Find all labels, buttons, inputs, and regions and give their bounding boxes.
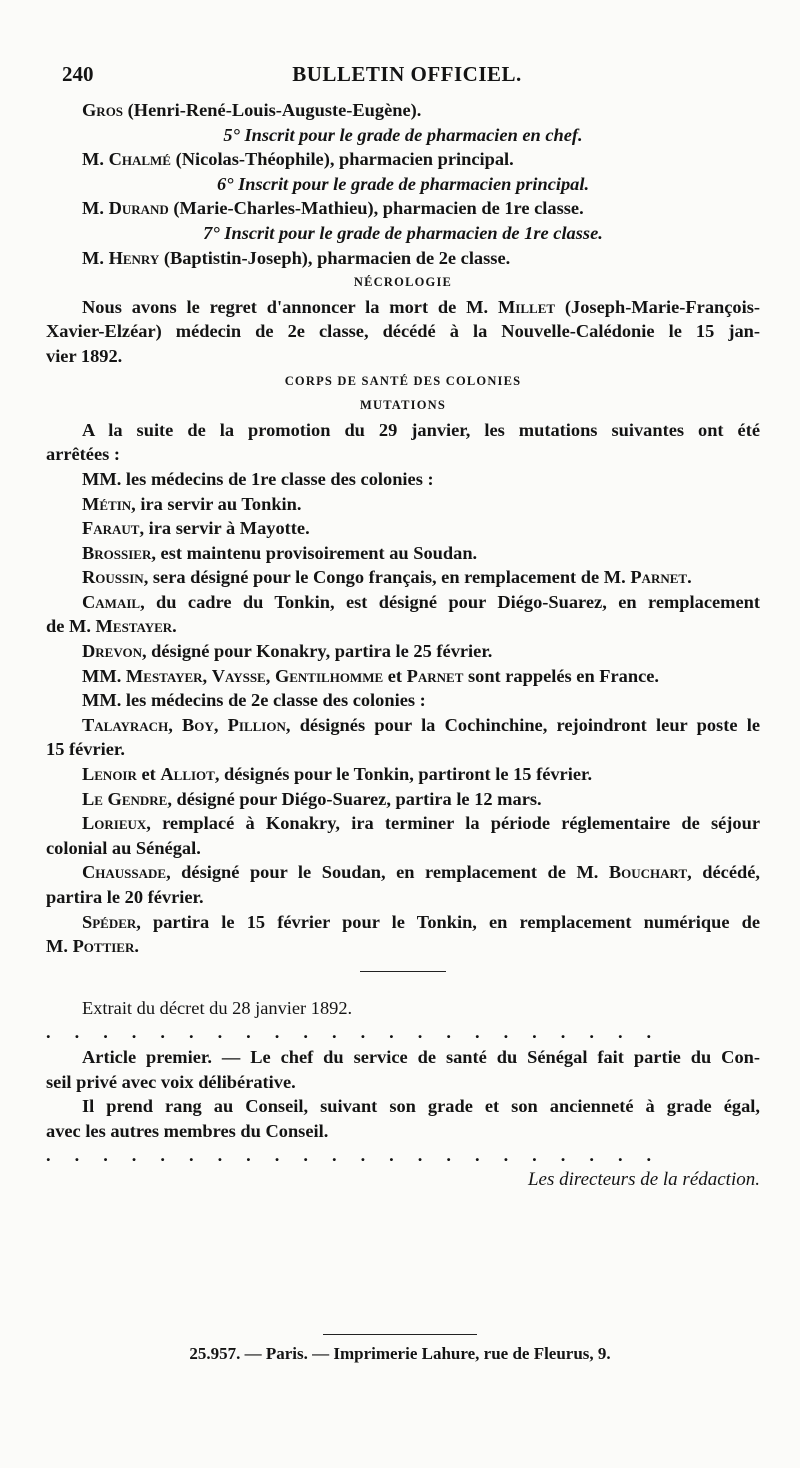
text-line xyxy=(46,664,760,689)
text-line xyxy=(46,590,760,615)
text-line: avec les autres membres du Conseil. xyxy=(46,1120,329,1141)
text-span: M. xyxy=(82,149,109,170)
person-name: Chaussade xyxy=(82,862,167,883)
text-span: , xyxy=(168,714,183,735)
person-name: Métin xyxy=(82,493,132,514)
person-name: Durand xyxy=(108,198,169,219)
text-line: Il prend rang au Conseil, suivant son grade et son ancienneté à grade égal, xyxy=(82,1096,760,1117)
text-span: sont rappelés en France. xyxy=(463,665,660,686)
text-line xyxy=(46,934,760,959)
text-line: Article premier. — Le chef du service de santé du Sénégal fait partie du Con- xyxy=(82,1046,760,1067)
person-name: Boy xyxy=(182,714,214,735)
person-name: Brossier xyxy=(82,542,152,563)
section-subheading: 6° Inscrit pour le grade de pharmacien principal. xyxy=(216,173,590,194)
person-name: Pottier xyxy=(72,936,135,957)
necrologie-heading: NÉCROLOGIE xyxy=(353,275,453,290)
text-span: (Nicolas-Théophile), pharmacien principal. xyxy=(170,149,514,170)
text-span: (Henri-René-Louis-Auguste-Eugène). xyxy=(123,100,422,120)
text-span: , du cadre du Tonkin, est désigné pour Diégo-Suarez, en remplacement xyxy=(140,591,760,612)
section-divider xyxy=(360,971,446,972)
text-span: , décédé, xyxy=(687,862,760,883)
text-span: , désigné pour le Soudan, en remplacement de M. xyxy=(166,862,609,883)
person-name: Pillion xyxy=(227,714,286,735)
person-name: Drevon xyxy=(82,641,142,662)
text-span: M. xyxy=(46,936,73,957)
text-line xyxy=(46,492,760,517)
ellipsis-row: ...................... xyxy=(46,1022,676,1043)
person-name: Roussin xyxy=(82,567,144,588)
text-line: seil privé avec voix délibérative. xyxy=(46,1071,296,1092)
text-span: , remplacé à Konakry, ira terminer la période réglementaire de séjour xyxy=(146,813,760,834)
text-span: , désigné pour Konakry, partira le 25 février. xyxy=(141,641,493,662)
text-span: . xyxy=(687,567,692,588)
person-name: Henry xyxy=(108,247,160,268)
text-span: M. xyxy=(82,247,109,268)
person-name: Gros xyxy=(82,100,124,120)
text-span: , est maintenu provisoirement au Soudan. xyxy=(151,542,478,563)
page-content xyxy=(46,98,760,1193)
text-line xyxy=(46,762,760,787)
person-name: Spéder xyxy=(82,911,137,932)
text-line xyxy=(46,639,760,664)
page-title: BULLETIN OFFICIEL. xyxy=(292,62,522,86)
person-name: Mestayer xyxy=(125,665,203,686)
text-line: vier 1892. xyxy=(46,345,123,366)
text-span: . xyxy=(172,616,177,637)
mutations-heading: MUTATIONS xyxy=(359,398,447,413)
text-span: , désigné pour Diégo-Suarez, partira le 12 mars. xyxy=(167,788,542,809)
text-line xyxy=(46,811,760,836)
text-span: , xyxy=(202,665,212,686)
text-line: partira le 20 février. xyxy=(46,887,204,907)
section-subheading: 7° Inscrit pour le grade de pharmacien de 1re classe. xyxy=(203,222,603,243)
text-span: , ira servir à Mayotte. xyxy=(139,518,310,539)
person-name: Chalmé xyxy=(108,149,171,170)
text-span: MM. xyxy=(82,665,126,686)
text-span: (Baptistin-Joseph), pharmacien de 2e classe. xyxy=(159,247,511,268)
text-span: (Marie-Charles-Mathieu), pharmacien de 1re classe. xyxy=(168,198,584,219)
text-line xyxy=(46,295,760,320)
text-line: arrêtées : xyxy=(46,444,121,465)
person-name: Mestayer xyxy=(95,616,173,637)
person-name: Lenoir xyxy=(82,764,137,785)
text-line: MM. les médecins de 2e classe des colonies : xyxy=(82,690,426,711)
signature: Les directeurs de la rédaction. xyxy=(527,1168,760,1190)
person-name: Vaysse xyxy=(211,665,266,686)
text-line: A la suite de la promotion du 29 janvier, les mutations suivantes ont été xyxy=(82,419,760,440)
printer-imprint: 25.957. — Paris. — Imprimerie Lahure, rue de Fleurus, 9. xyxy=(189,1344,611,1363)
page-number: 240 xyxy=(62,62,94,86)
ellipsis-row: ...................... xyxy=(46,1145,676,1166)
text-span: (Joseph-Marie-François- xyxy=(555,296,760,317)
person-name: Camail xyxy=(82,591,141,612)
person-name: Lorieux xyxy=(82,813,147,834)
text-line xyxy=(46,147,760,172)
text-span: et xyxy=(136,764,161,785)
text-line xyxy=(46,541,760,566)
text-span: et xyxy=(383,665,407,686)
person-name: Le Gendre xyxy=(82,788,168,809)
person-name: Faraut xyxy=(82,518,140,539)
text-line xyxy=(46,196,760,221)
footer-divider xyxy=(323,1334,477,1335)
text-line xyxy=(46,910,760,935)
text-span: , sera désigné pour le Congo français, en remplacement de M. xyxy=(143,567,631,588)
person-name: Alliot xyxy=(160,764,215,785)
text-line xyxy=(46,516,760,541)
decree-title: Extrait du décret du 28 janvier 1892. xyxy=(82,997,353,1018)
text-span: . xyxy=(134,936,139,957)
text-span: de M. xyxy=(46,616,96,637)
text-line: 15 février. xyxy=(46,739,125,760)
text-span: Nous avons le regret d'annoncer la mort de M. xyxy=(82,296,498,317)
text-span: , désignés pour la Cochinchine, rejoindront leur poste le xyxy=(285,714,760,735)
text-line xyxy=(46,787,760,812)
person-name: Gentilhomme xyxy=(274,665,384,686)
text-span: M. xyxy=(82,198,109,219)
person-name: Talayrach xyxy=(82,714,169,735)
text-line xyxy=(46,614,760,639)
running-head xyxy=(62,62,752,96)
corps-heading: CORPS DE SANTÉ DES COLONIES xyxy=(284,373,522,388)
text-line: MM. les médecins de 1re classe des colonies : xyxy=(82,468,434,489)
text-span: , ira servir au Tonkin. xyxy=(131,493,302,514)
text-line xyxy=(46,98,760,123)
text-span: , xyxy=(213,714,228,735)
text-span: , partira le 15 février pour le Tonkin, en remplacement numérique de xyxy=(136,911,760,932)
text-line xyxy=(46,713,760,738)
text-line xyxy=(46,565,760,590)
text-line: colonial au Sénégal. xyxy=(46,837,201,858)
text-span: , xyxy=(265,665,275,686)
person-name: Parnet xyxy=(406,665,464,686)
text-line xyxy=(46,860,760,885)
text-line xyxy=(46,246,760,271)
person-name: Bouchart xyxy=(608,862,688,883)
text-span: , désignés pour le Tonkin, partiront le 15 février. xyxy=(214,764,593,785)
person-name: Parnet xyxy=(630,567,688,588)
section-subheading: 5° Inscrit pour le grade de pharmacien en chef. xyxy=(223,124,583,145)
text-line: Xavier-Elzéar) médecin de 2e classe, décédé à la Nouvelle-Calédonie le 15 jan- xyxy=(46,321,760,342)
person-name: Millet xyxy=(497,296,556,317)
